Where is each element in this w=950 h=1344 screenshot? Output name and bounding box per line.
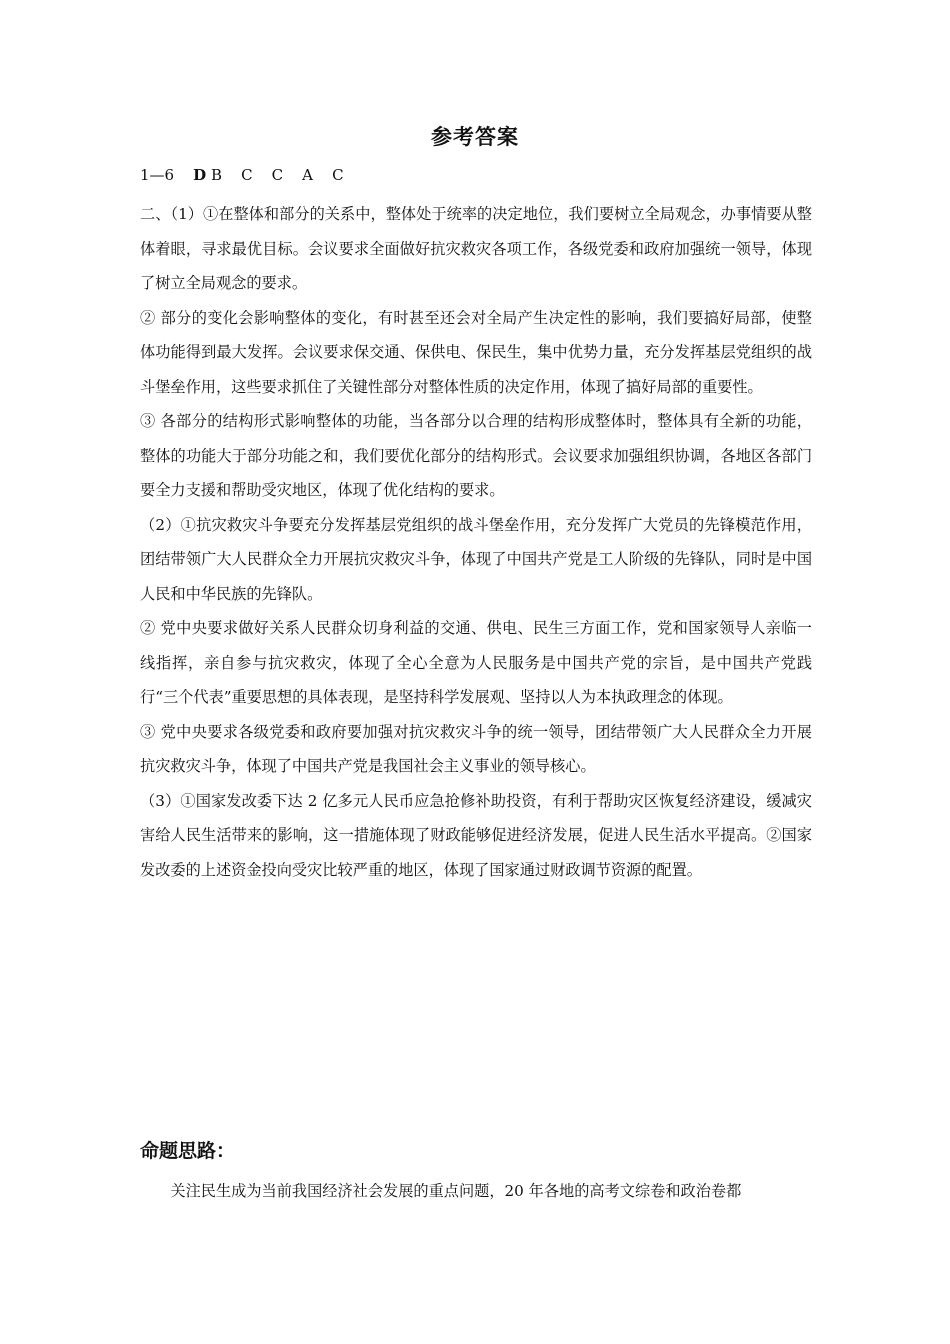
answer-range: 1—6	[140, 166, 175, 184]
answer-paragraph-6: ③ 党中央要求各级党委和政府要加强对抗灾救灾斗争的统一领导，团结带领广大人民群众全力开展抗灾救灾斗争，体现了中国共产党是我国社会主义事业的领导核心。	[140, 722, 812, 775]
answer-paragraph-4: （2）①抗灾救灾斗争要充分发挥基层党组织的战斗堡垒作用，充分发挥广大党员的先锋模范作用，团结带领广大人民群众全力开展抗灾救灾斗争，体现了中国共产党是工人阶级的先锋队，同时是中国人民和中华民族的先锋队。	[140, 515, 812, 603]
answer-paragraph-5: ② 党中央要求做好关系人民群众切身利益的交通、供电、民生三方面工作，党和国家领导人亲临一线指挥，亲自参与抗灾救灾，体现了全心全意为人民服务是中国共产党的宗旨，是中国共产党践行“三个代表”重要思想的具体表现，是坚持科学发展观、坚持以人为本执政理念的体现。	[140, 619, 812, 706]
section-heading: 命题思路：	[140, 1140, 236, 1162]
answer-paragraph-7: （3）①国家发改委下达 2 亿多元人民币应急抢修补助投资，有利于帮助灾区恢复经济建设，缓减灾害给人民生活带来的影响，这一措施体现了财政能够促进经济发展，促进人民生活水平提高。②国家发改委的上述资金投向受灾比较严重的地区，体现了国家通过财政调节资源的配置。	[140, 791, 812, 879]
answer-body	[140, 197, 812, 887]
answer-paragraph-3: ③ 各部分的结构形式影响整体的功能，当各部分以合理的结构形成整体时，整体具有全新的功能，整体的功能大于部分功能之和，我们要优化部分的结构形式。会议要求加强组织协调，各地区各部门要全力支援和帮助受灾地区，体现了优化结构的要求。	[140, 412, 812, 499]
answer-rest: B C C A C	[210, 166, 344, 184]
answer-paragraph-2: ② 部分的变化会影响整体的变化，有时甚至还会对全局产生决定性的影响，我们要搞好局部，使整体功能得到最大发挥。会议要求保交通、保供电、保民生，集中优势力量，充分发挥基层党组织的战斗堡垒作用，这些要求抓住了关键性部分对整体性质的决定作用，体现了搞好局部的重要性。	[140, 308, 812, 396]
section-intro-text: 关注民生成为当前我国经济社会发展的重点问题，20 年各地的高考文综卷和政治卷都	[170, 1182, 742, 1200]
multiple-choice-answers	[140, 163, 344, 187]
answer-paragraph-1: 二、（1）①在整体和部分的关系中，整体处于统率的决定地位，我们要树立全局观念，办事情要从整体着眼，寻求最优目标。会议要求全面做好抗灾救灾各项工作，各级党委和政府加强统一领导，体现了树立全局观念的要求。	[140, 205, 812, 292]
answer-first: D	[193, 166, 207, 184]
page-title: 参考答案	[431, 124, 519, 149]
